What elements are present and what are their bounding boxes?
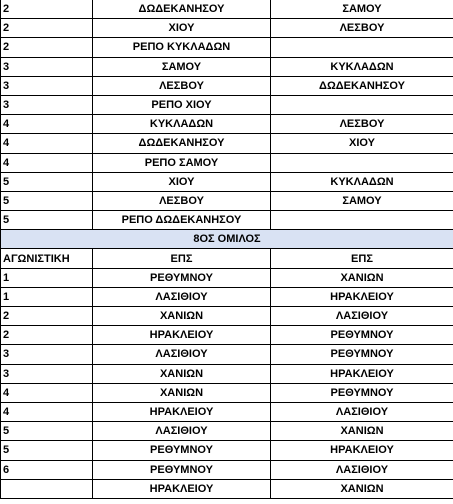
away-team-cell: ΧΑΝΙΩΝ [271,422,453,441]
away-team-cell: ΗΡΑΚΛΕΙΟΥ [271,287,453,306]
table-row [1,153,453,172]
home-team-cell: ΧΑΝΙΩΝ [93,364,271,383]
away-team-cell [271,38,453,57]
group-8-rows [1,268,453,498]
away-team-cell: ΗΡΑΚΛΕΙΟΥ [271,364,453,383]
table-row [1,460,453,479]
round-cell: 1 [1,268,93,287]
table-row [1,115,453,134]
table-row [1,364,453,383]
table-row [1,57,453,76]
round-cell: 4 [1,383,93,402]
home-team-cell: ΗΡΑΚΛΕΙΟΥ [93,479,271,498]
away-team-cell: ΛΕΣΒΟΥ [271,115,453,134]
table-row [1,345,453,364]
home-team-cell: ΧΙΟΥ [93,172,271,191]
round-cell: 4 [1,134,93,153]
table-row [1,479,453,498]
table-row [1,287,453,306]
round-cell: 2 [1,307,93,326]
round-cell: 2 [1,19,93,38]
home-team-cell: ΛΑΣΙΘΙΟΥ [93,345,271,364]
home-team-cell: ΡΕΠΟ ΧΙΟΥ [93,95,271,114]
away-team-cell: ΔΩΔΕΚΑΝΗΣΟΥ [271,76,453,95]
table-row [1,307,453,326]
home-team-cell: ΛΕΣΒΟΥ [93,191,271,210]
table-row [1,134,453,153]
round-cell: 4 [1,153,93,172]
round-cell: 2 [1,38,93,57]
round-cell: 3 [1,76,93,95]
header-away: ΕΠΣ [271,249,453,268]
round-cell: 2 [1,326,93,345]
table-row [1,422,453,441]
round-cell: 4 [1,402,93,421]
home-team-cell: ΧΙΟΥ [93,19,271,38]
away-team-cell: ΧΙΟΥ [271,134,453,153]
round-cell: 5 [1,422,93,441]
away-team-cell: ΗΡΑΚΛΕΙΟΥ [271,441,453,460]
group-title-row [1,230,453,249]
home-team-cell: ΗΡΑΚΛΕΙΟΥ [93,326,271,345]
away-team-cell: ΡΕΘΥΜΝΟΥ [271,326,453,345]
away-team-cell: ΡΕΘΥΜΝΟΥ [271,383,453,402]
away-team-cell: ΧΑΝΙΩΝ [271,479,453,498]
table-row [1,0,453,19]
header-round: ΑΓΩΝΙΣΤΙΚΗ [1,249,93,268]
column-header-row [1,249,453,268]
round-cell: 3 [1,364,93,383]
home-team-cell: ΡΕΠΟ ΔΩΔΕΚΑΝΗΣΟΥ [93,211,271,230]
home-team-cell: ΡΕΠΟ ΣΑΜΟΥ [93,153,271,172]
home-team-cell: ΛΕΣΒΟΥ [93,76,271,95]
table-row [1,383,453,402]
home-team-cell: ΡΕΘΥΜΝΟΥ [93,441,271,460]
table-row [1,441,453,460]
away-team-cell: ΚΥΚΛΑΔΩΝ [271,172,453,191]
round-cell [1,479,93,498]
home-team-cell: ΧΑΝΙΩΝ [93,383,271,402]
away-team-cell [271,211,453,230]
home-team-cell: ΚΥΚΛΑΔΩΝ [93,115,271,134]
round-cell: 6 [1,460,93,479]
table-row [1,211,453,230]
away-team-cell: ΡΕΘΥΜΝΟΥ [271,345,453,364]
table-row [1,38,453,57]
table-row [1,402,453,421]
previous-group-rows [1,0,453,230]
table-row [1,95,453,114]
home-team-cell: ΧΑΝΙΩΝ [93,307,271,326]
home-team-cell: ΣΑΜΟΥ [93,57,271,76]
away-team-cell: ΣΑΜΟΥ [271,0,453,19]
table-row [1,326,453,345]
away-team-cell: ΛΑΣΙΘΙΟΥ [271,460,453,479]
table-row [1,172,453,191]
away-team-cell: ΣΑΜΟΥ [271,191,453,210]
round-cell: 2 [1,0,93,19]
away-team-cell: ΛΑΣΙΘΙΟΥ [271,307,453,326]
home-team-cell: ΛΑΣΙΘΙΟΥ [93,287,271,306]
away-team-cell: ΚΥΚΛΑΔΩΝ [271,57,453,76]
round-cell: 1 [1,287,93,306]
away-team-cell: ΛΑΣΙΘΙΟΥ [271,402,453,421]
round-cell: 5 [1,441,93,460]
away-team-cell: ΧΑΝΙΩΝ [271,268,453,287]
round-cell: 3 [1,57,93,76]
away-team-cell [271,95,453,114]
away-team-cell: ΛΕΣΒΟΥ [271,19,453,38]
table-row [1,19,453,38]
round-cell: 3 [1,345,93,364]
round-cell: 5 [1,191,93,210]
home-team-cell: ΡΕΘΥΜΝΟΥ [93,460,271,479]
round-cell: 5 [1,211,93,230]
home-team-cell: ΔΩΔΕΚΑΝΗΣΟΥ [93,134,271,153]
header-home: ΕΠΣ [93,249,271,268]
round-cell: 4 [1,115,93,134]
home-team-cell: ΗΡΑΚΛΕΙΟΥ [93,402,271,421]
home-team-cell: ΔΩΔΕΚΑΝΗΣΟΥ [93,0,271,19]
group-8-section [1,230,453,268]
home-team-cell: ΡΕΘΥΜΝΟΥ [93,268,271,287]
table-row [1,191,453,210]
round-cell: 5 [1,172,93,191]
table-row [1,76,453,95]
home-team-cell: ΡΕΠΟ ΚΥΚΛΑΔΩΝ [93,38,271,57]
group-title: 8ΟΣ ΟΜΙΛΟΣ [1,230,453,249]
round-cell: 3 [1,95,93,114]
away-team-cell [271,153,453,172]
table-row [1,268,453,287]
home-team-cell: ΛΑΣΙΘΙΟΥ [93,422,271,441]
